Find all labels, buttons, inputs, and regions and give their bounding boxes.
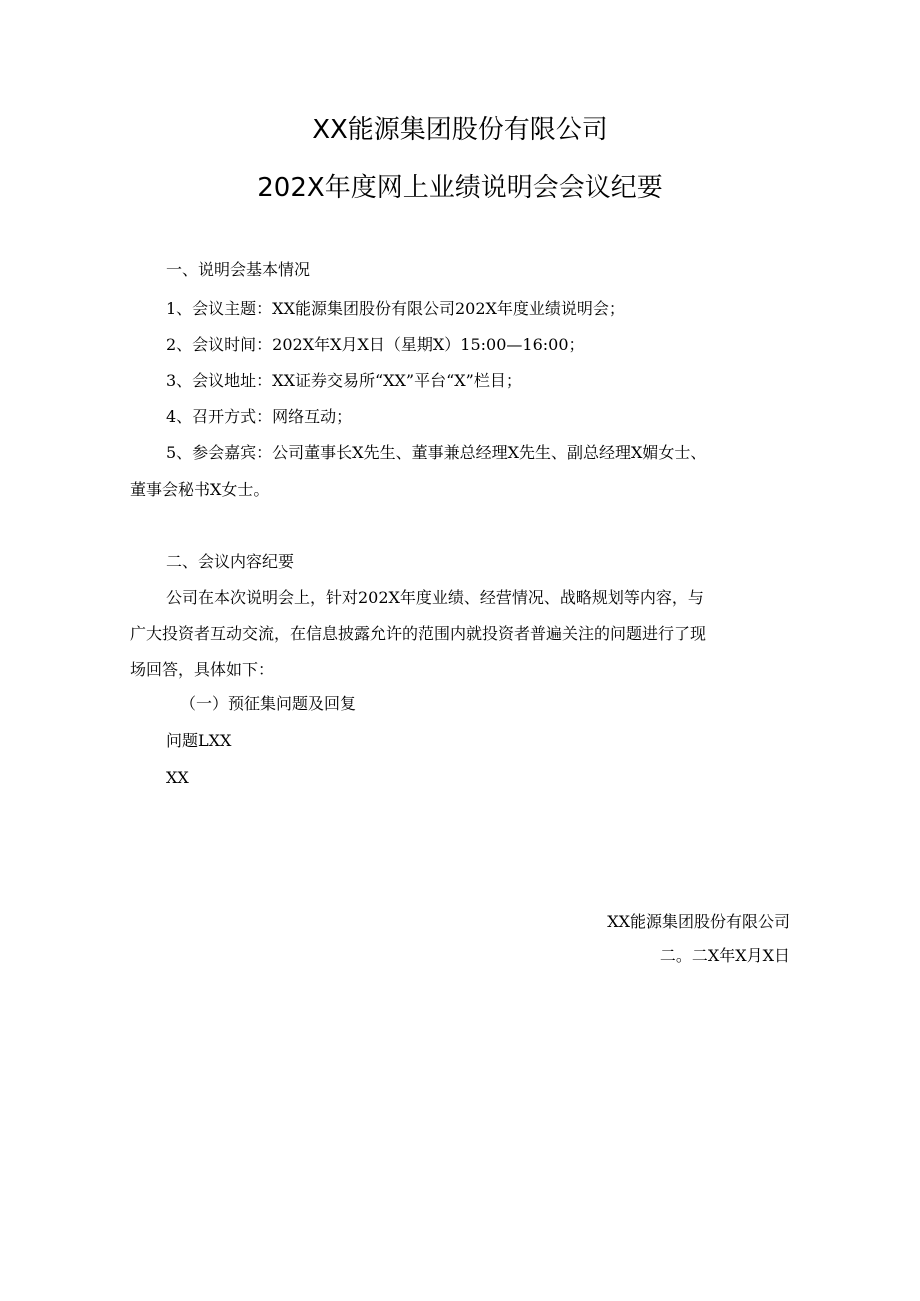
- section2-heading: 二、会议内容纪要: [166, 552, 295, 571]
- section2-subheading: （一）预征集问题及回复: [180, 694, 357, 713]
- section1-item-location: 3、会议地址：XX证券交易所“XX”平台“X”栏目；: [166, 371, 522, 390]
- question-label: 问题LXX: [166, 731, 232, 750]
- section2-paragraph-line-3: 场回答，具体如下：: [130, 660, 275, 679]
- document-title-meeting: 202X年度网上业绩说明会会议纪要: [257, 173, 663, 203]
- section2-paragraph-line-2: 广大投资者互动交流，在信息披露允许的范围内就投资者普遍关注的问题进行了现: [130, 624, 707, 643]
- section2-paragraph-line-1: 公司在本次说明会上，针对202X年度业绩、经营情况、战略规划等内容，与: [166, 588, 704, 607]
- section1-item-format: 4、召开方式：网络互动；: [166, 407, 353, 426]
- signature-company: XX能源集团股份有限公司: [607, 912, 790, 931]
- section1-item-guests-continued: 董事会秘书X女士。: [130, 480, 270, 499]
- section1-item-guests: 5、参会嘉宾：公司董事长X先生、董事兼总经理X先生、副总经理X媚女士、: [166, 443, 707, 462]
- section1-item-time: 2、会议时间：202X年X月X日（星期X）15:00—16:00；: [166, 335, 585, 354]
- section1-heading: 一、说明会基本情况: [166, 260, 311, 279]
- document-title-company: XX能源集团股份有限公司: [312, 115, 608, 145]
- signature-date: 二。二X年X月X日: [659, 946, 790, 965]
- answer-text: XX: [166, 768, 189, 787]
- section1-item-topic: 1、会议主题：XX能源集团股份有限公司202X年度业绩说明会；: [166, 299, 625, 318]
